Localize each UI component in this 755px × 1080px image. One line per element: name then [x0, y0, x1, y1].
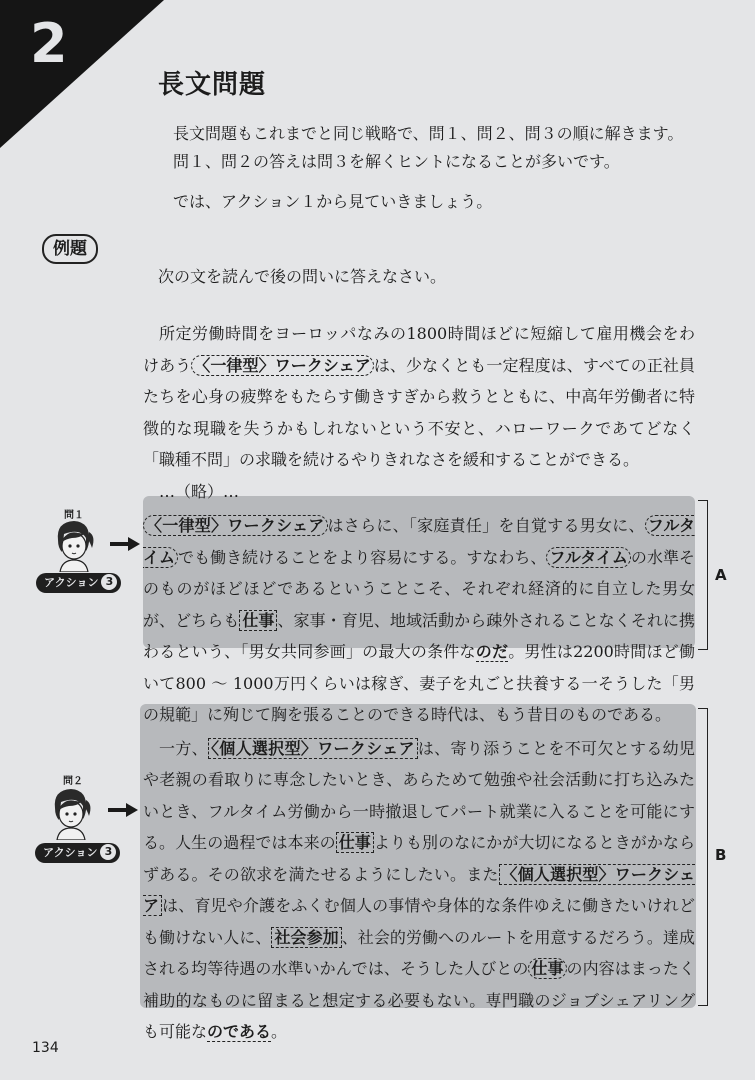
instruction-text: 次の文を読んで後の問いに答えなさい。	[158, 267, 447, 286]
arrow-right-icon	[110, 536, 140, 555]
intro-line: 問１、問２の答えは問３を解くヒントになることが多いです。	[173, 152, 620, 171]
action-badge: アクション 3	[36, 573, 121, 593]
key-term: のだ	[475, 642, 509, 661]
paragraph: 所定労働時間をヨーロッパなみの1800時間ほどに短縮して雇用機会をわけあう 〈一律型〉ワークシェア は、少なくとも一定程度は、すべての正社員たちを心身の疲弊をもたらす働きすぎから救うとともに、中高年労働者に特徴的な現職を失うかもしれないという不安と、ハローワークであてどなく「職種不問」の求職を続けるやりきれなさを緩和することができる。	[143, 324, 695, 469]
key-term: フルタイム	[143, 516, 695, 567]
key-term: 仕事	[336, 832, 374, 853]
paragraph: 一方、 〈個人選択型〉ワークシェア は、寄り添うことを不可欠とする幼児や老親の看取りに専念したいとき、あらためて勉強や社会活動に打ち込みたいとき、フルタイム労働から一時撤退してパート就業に入ることを可能にする。人生の過程では本来の 仕事 よりも別のなにかが大切になるときがかならずある。その欲求を満たせるようにしたい。また 〈個人選択型〉ワークシェア は、育児や介護をふくむ個人の事情や身体的な条件ゆえに働きたいけれども働けない人に、 社会参加 、社会的労働へのルートを用意するだろう。達成される均等待遇の水準いかんでは、そうした人びとの 仕事 の内容はまったく補助的なものに留まると想定する必要もない。専門職のジョブシェアリングも可能なのである。	[143, 738, 695, 1041]
key-term: 仕事	[239, 610, 277, 631]
intro-line: 長文問題もこれまでと同じ戦略で、問１、問２、問３の順に解きます。	[173, 124, 684, 143]
example-label: 例題	[42, 234, 98, 264]
action-number: 3	[100, 844, 116, 860]
key-term: 〈個人選択型〉ワークシェア	[208, 738, 418, 759]
key-term: フルタイム	[546, 547, 630, 568]
chapter-corner-tab	[0, 0, 164, 148]
bracket-a	[698, 500, 708, 650]
key-term: 〈一律型〉ワークシェア	[191, 355, 374, 376]
paragraph: 〈一律型〉ワークシェア はさらに、「家庭責任」を自覚する男女に、 フルタイム でも働き続けることをより容易にする。すなわち、 フルタイム の水準そのものがほどほどであるということこそ、それぞれ経済的に自立した男女が、どちらも 仕事 、家事・育児、地域活動から疎外されることなくそれに携わるという、「男女共同参画」の最大の条件なのだ。男性は2200時間ほど働いて800 ～ 1000万円くらいは稼ぎ、妻子を丸ごと扶養する一そうした「男の規範」に殉じて胸を張ることのできる時代は、もう昔日のものである。	[143, 516, 695, 724]
key-term: のである	[207, 1022, 272, 1041]
omission-mark: …（略）…	[159, 481, 240, 501]
key-term: 〈一律型〉ワークシェア	[143, 515, 328, 536]
key-term: 社会参加	[271, 927, 341, 948]
arrow-right-icon	[108, 802, 138, 821]
question-1-label: 問１	[64, 510, 84, 521]
girl-avatar-icon	[47, 786, 93, 844]
action-badge: アクション 3	[35, 843, 120, 863]
chapter-number: 2	[30, 12, 68, 75]
bracket-b	[698, 708, 708, 1006]
bracket-label-b: B	[715, 846, 727, 864]
key-term: 〈個人選択型〉ワークシェア	[143, 864, 695, 915]
reading-passage	[143, 318, 695, 1048]
key-term: 仕事	[528, 958, 566, 979]
page-number: 134	[32, 1040, 59, 1056]
girl-avatar-icon	[50, 518, 96, 576]
intro-text	[173, 120, 713, 216]
intro-line: では、アクション１から見ていきましょう。	[173, 192, 493, 211]
bracket-label-a: A	[715, 566, 727, 584]
page-title: 長文問題	[158, 70, 267, 100]
question-2-label: 問２	[63, 776, 83, 787]
action-number: 3	[101, 574, 117, 590]
